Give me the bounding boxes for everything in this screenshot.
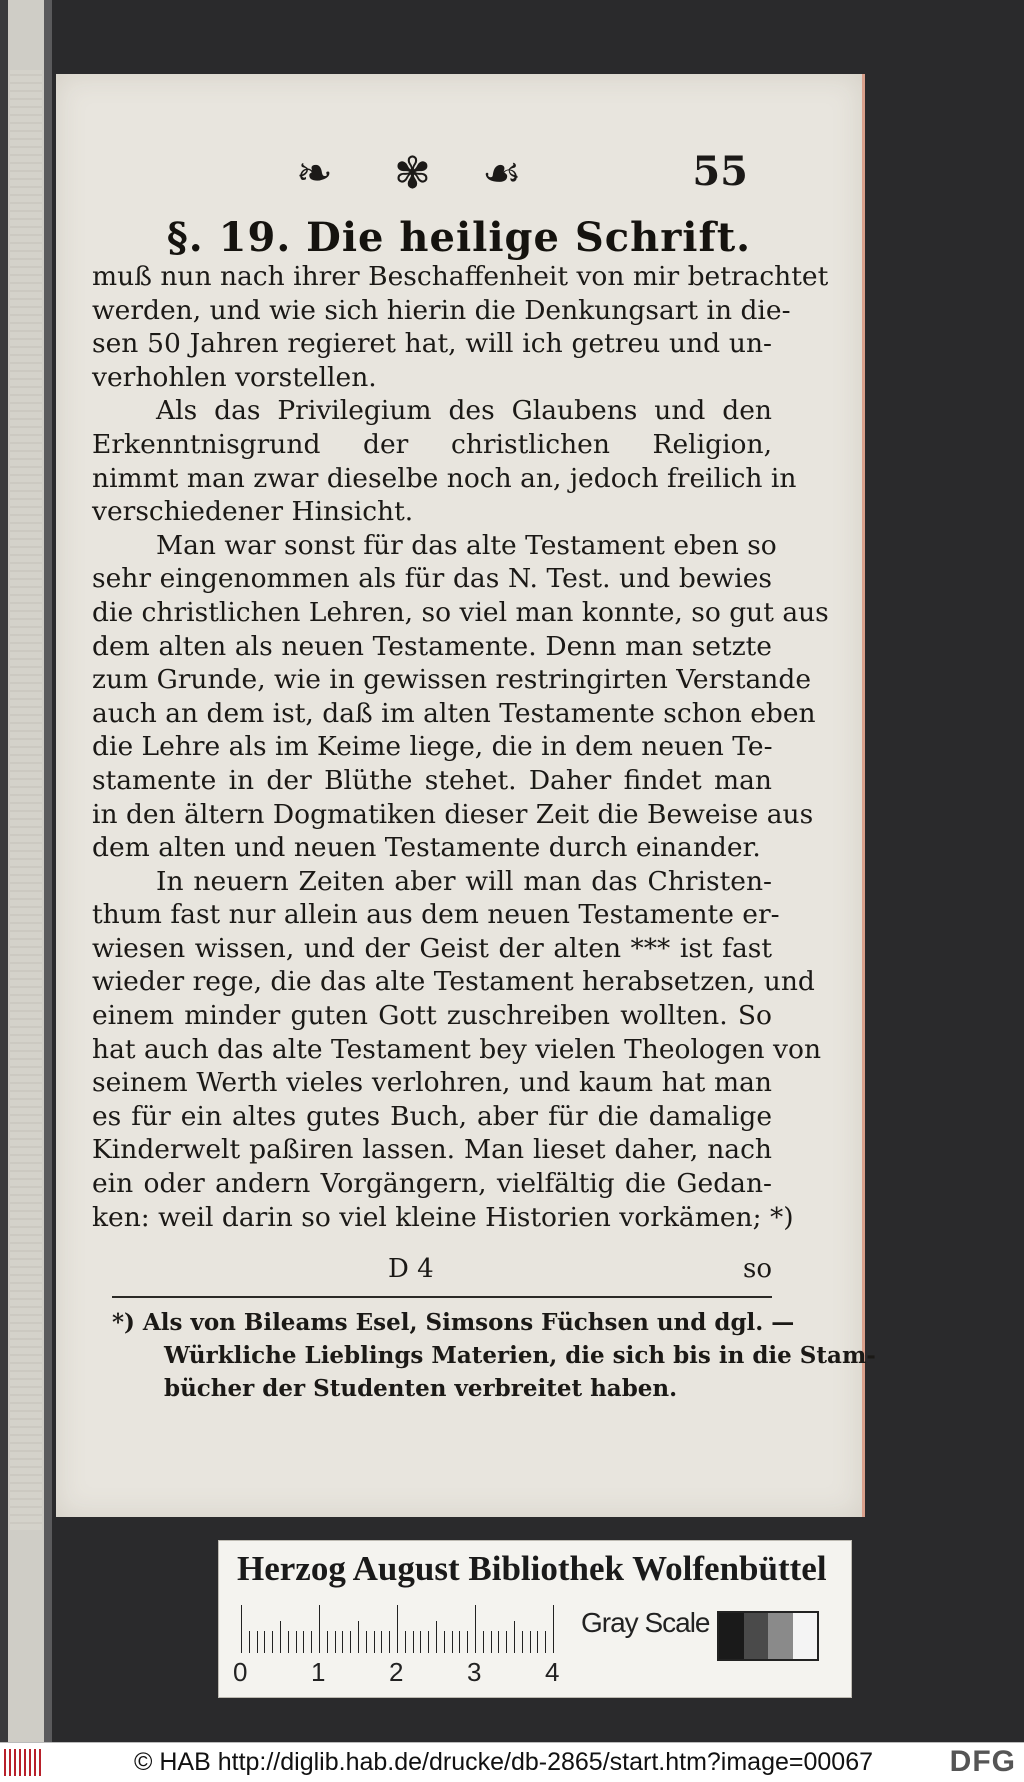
gray-scale-label: Gray Scale	[581, 1607, 710, 1638]
ruler-tick	[280, 1621, 281, 1653]
ruler-tick	[452, 1631, 453, 1653]
ruler-tick	[288, 1631, 289, 1653]
text-line: wieder rege, die das alte Testament herabsetzen, und	[92, 966, 815, 998]
ruler-tick	[506, 1631, 507, 1653]
ruler-tick	[311, 1631, 312, 1653]
ruler-tick	[483, 1631, 484, 1653]
footnote	[112, 1306, 876, 1405]
ruler-tick	[327, 1631, 328, 1653]
ruler-tick	[545, 1631, 546, 1653]
ruler-tick	[249, 1631, 250, 1653]
ruler-tick	[491, 1631, 492, 1653]
text-line: sen 50 Jahren regieret hat, will ich getreu und un-	[92, 328, 772, 360]
footnote-line: Würkliche Lieblings Materien, die sich bis in die Stam-	[164, 1342, 876, 1369]
adjacent-book-edge	[0, 0, 52, 1742]
ruler-tick	[436, 1621, 437, 1653]
text-line: Kinderwelt paßiren lassen. Man lieset daher, nach	[92, 1134, 772, 1166]
signature-mark: D 4	[388, 1254, 434, 1284]
swatch	[768, 1613, 793, 1659]
ruler-tick	[553, 1605, 554, 1653]
text-line: sehr eingenommen als für das N. Test. und bewies	[92, 563, 772, 595]
ruler-tick	[241, 1605, 242, 1653]
ruler-tick	[475, 1605, 476, 1653]
color-calibration-card	[218, 1540, 852, 1698]
ruler-tick	[405, 1631, 406, 1653]
ruler-number: 3	[467, 1657, 482, 1687]
text-line: dem alten und neuen Testamente durch einander.	[92, 832, 761, 864]
ruler-tick	[272, 1631, 273, 1653]
ruler-tick	[514, 1621, 515, 1653]
ruler-tick	[264, 1631, 265, 1653]
text-line: thum fast nur allein aus dem neuen Testamente er-	[92, 899, 780, 931]
ruler-tick	[397, 1605, 398, 1653]
text-line: einem minder guten Gott zuschreiben wollten. So	[92, 1000, 772, 1032]
footnote-rule	[112, 1296, 772, 1298]
ruler-number: 1	[311, 1657, 326, 1687]
swatch	[744, 1613, 769, 1659]
scale-ruler	[241, 1603, 561, 1653]
ruler-tick	[350, 1631, 351, 1653]
ruler-tick	[257, 1631, 258, 1653]
ruler-tick	[537, 1631, 538, 1653]
text-line: ein oder andern Vorgängern, vielfältig die Gedan-	[92, 1168, 772, 1200]
ruler-number: 0	[233, 1657, 248, 1687]
ruler-tick	[319, 1605, 320, 1653]
source-url[interactable]: © HAB http://diglib.hab.de/drucke/db-2865/start.htm?image=00067	[134, 1748, 874, 1776]
text-line: die christlichen Lehren, so viel man konnte, so gut aus	[92, 596, 829, 628]
viewer-footer	[0, 1742, 1024, 1782]
gray-scale-swatches	[717, 1611, 819, 1661]
text-line: ken: weil darin so viel kleine Historien vorkämen; *)	[92, 1201, 794, 1233]
text-line: Als das Privilegium des Glaubens und den	[156, 395, 772, 427]
catchword: so	[743, 1254, 772, 1284]
text-line: muß nun nach ihrer Beschaffenheit von mir betrachtet	[92, 261, 829, 292]
text-line: werden, und wie sich hierin die Denkungsart in die-	[92, 294, 791, 326]
swatch	[793, 1613, 818, 1659]
text-line: verschiedener Hinsicht.	[92, 496, 414, 528]
ornament-center-icon: ✾	[394, 148, 431, 199]
text-line: dem alten als neuen Testamente. Denn man setzte	[92, 630, 772, 662]
text-line: seinem Werth vieles verlohren, und kaum hat man	[92, 1067, 772, 1099]
text-line: stamente in der Blüthe stehet. Daher findet man	[92, 764, 772, 796]
text-line: Erkenntnisgrund der christlichen Religion,	[92, 428, 772, 460]
ruler-tick	[467, 1631, 468, 1653]
ruler-tick	[428, 1631, 429, 1653]
ruler-tick	[374, 1631, 375, 1653]
ruler-tick	[366, 1631, 367, 1653]
text-line: verhohlen vorstellen.	[92, 361, 377, 393]
signature-line	[92, 1254, 772, 1288]
hab-barcode-logo-icon	[4, 1749, 44, 1776]
ruler-tick	[389, 1631, 390, 1653]
section-title: §. 19. Die heilige Schrift.	[166, 214, 752, 261]
text-line: nimmt man zwar dieselbe noch an, jedoch freilich in	[92, 462, 797, 494]
ruler-tick	[335, 1631, 336, 1653]
ruler-tick	[498, 1631, 499, 1653]
text-line: in den ältern Dogmatiken dieser Zeit die Beweise aus	[92, 798, 814, 830]
ruler-number: 4	[545, 1657, 560, 1687]
page-header	[56, 144, 862, 204]
ruler-tick	[413, 1631, 414, 1653]
swatch	[719, 1613, 744, 1659]
text-line: zum Grunde, wie in gewissen restringirten Verstande	[92, 664, 812, 696]
ruler-tick	[530, 1631, 531, 1653]
ruler-tick	[381, 1631, 382, 1653]
ornament-left-icon: ❧	[296, 148, 333, 199]
text-line: es für ein altes gutes Buch, aber für die damalige	[92, 1100, 772, 1132]
ruler-tick	[358, 1621, 359, 1653]
dfg-logo: DFG	[949, 1745, 1016, 1778]
ruler-tick	[342, 1631, 343, 1653]
body-text	[92, 260, 829, 1234]
card-title: Herzog August Bibliothek Wolfenbüttel	[237, 1549, 827, 1588]
text-line: Man war sonst für das alte Testament eben so	[156, 529, 777, 561]
ruler-tick	[420, 1631, 421, 1653]
book-page	[56, 74, 876, 1517]
footnote-line: *) Als von Bileams Esel, Simsons Füchsen und dgl. —	[112, 1309, 795, 1336]
ruler-tick	[459, 1631, 460, 1653]
ruler-number: 2	[389, 1657, 404, 1687]
ruler-tick	[522, 1631, 523, 1653]
text-line: hat auch das alte Testament bey vielen Theologen von	[92, 1033, 822, 1065]
ruler-tick	[296, 1631, 297, 1653]
text-line: auch an dem ist, daß im alten Testamente schon eben	[92, 697, 816, 729]
ruler-tick	[444, 1631, 445, 1653]
ruler-tick	[303, 1631, 304, 1653]
text-line: In neuern Zeiten aber will man das Christen-	[156, 865, 772, 897]
ornament-right-icon: ☙	[482, 148, 522, 199]
page-number: 55	[692, 148, 748, 195]
text-line: wiesen wissen, und der Geist der alten *** ist fast	[92, 932, 772, 964]
text-line: die Lehre als im Keime liege, die in dem neuen Te-	[92, 731, 773, 763]
footnote-line: bücher der Studenten verbreitet haben.	[164, 1375, 678, 1402]
